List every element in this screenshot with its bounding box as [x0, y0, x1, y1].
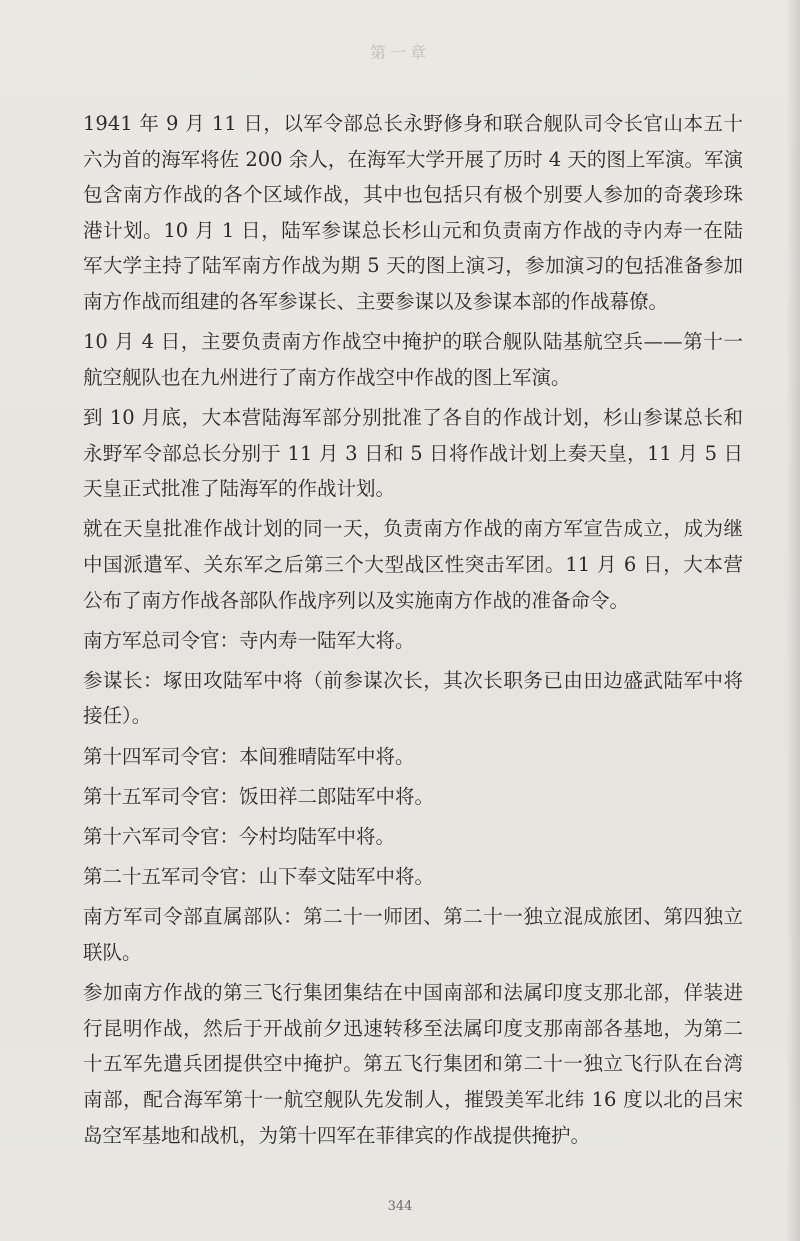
paragraph-text: 第十五军司令官：饭田祥二郎陆军中将。 [83, 784, 435, 808]
paragraph [83, 511, 743, 618]
paragraph-text: 第二十五军司令官：山下奉文陆军中将。 [83, 865, 435, 889]
paragraph-text: 南方军司令部直属部队：第二十一师团、第二十一独立混成旅团、第四独立联队。 [83, 905, 743, 964]
paragraph [83, 739, 743, 775]
paragraph-text: 就在天皇批准作战计划的同一天，负责南方作战的南方军宣告成立，成为继中国派遣军、关东军之后第三个大型战区性突击军团。11 月 6 日，大本营公布了南方作战各部队作战序列以及实施南方作战的准备命令。 [83, 517, 743, 612]
paragraph [83, 899, 743, 970]
paragraph [83, 779, 743, 815]
running-head: 第一章 [369, 43, 430, 62]
paragraph-text: 10 月 4 日，主要负责南方作战空中掩护的联合舰队陆基航空兵——第十一航空舰队也在九州进行了南方作战空中作战的图上军演。 [83, 330, 743, 389]
paragraph [83, 663, 743, 734]
paragraph-text: 参加南方作战的第三飞行集团集结在中国南部和法属印度支那北部，佯装进行昆明作战，然后于开战前夕迅速转移至法属印度支那南部各基地，为第二十五军先遣兵团提供空中掩护。第五飞行集团和第二十一独立飞行队在台湾南部，配合海军第十一航空舰队先发制人，摧毁美军北纬 16 度以北的吕宋岛空军基地和战机，为第十四军在菲律宾的作战提供掩护。 [83, 981, 743, 1147]
paragraph-text: 1941 年 9 月 11 日，以军令部总长永野修身和联合舰队司令长官山本五十六为首的海军将佐 200 余人，在海军大学开展了历时 4 天的图上军演。军演包含南方作战的各个区域作战，其中也包括只有极个别要人参加的奇袭珍珠港计划。10 月 1 日，陆军参谋总长杉山元和负责南方作战的寺内寿一在陆军大学主持了陆军南方作战为期 5 天的图上演习，参加演习的包括准备参加南方作战而组建的各军参谋长、主要参谋以及参谋本部的作战幕僚。 [83, 112, 743, 313]
paragraph-text: 第十四军司令官：本间雅晴陆军中将。 [83, 744, 415, 768]
paragraph [83, 324, 743, 395]
paragraph [83, 859, 743, 895]
paragraph [83, 975, 743, 1153]
paragraph-text: 南方军总司令官：寺内寿一陆军大将。 [83, 628, 415, 652]
body-text [83, 106, 743, 1158]
paragraph [83, 819, 743, 855]
paragraph [83, 400, 743, 507]
page-edge-shadow [786, 0, 800, 1241]
paragraph-text: 到 10 月底，大本营陆海军部分别批准了各自的作战计划，杉山参谋总长和永野军令部总长分别于 11 月 3 日和 5 日将作战计划上奏天皇，11 月 5 日天皇正式批准了陆海军的作战计划。 [83, 405, 743, 501]
page-number: 344 [387, 1199, 413, 1214]
paragraph [83, 106, 743, 320]
paragraph [83, 623, 743, 659]
paragraph-text: 第十六军司令官：今村均陆军中将。 [83, 825, 396, 849]
paragraph-text: 参谋长：塚田攻陆军中将（前参谋次长，其次长职务已由田边盛武陆军中将接任）。 [83, 668, 743, 728]
